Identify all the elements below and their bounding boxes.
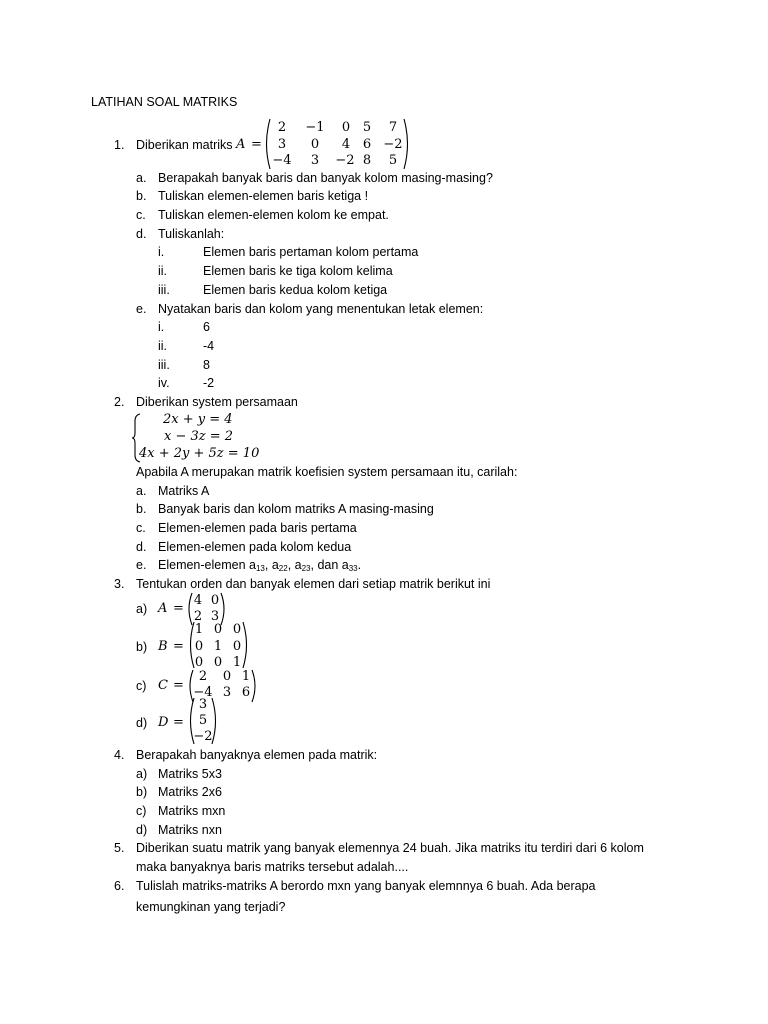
matrix-cell: 0 bbox=[341, 120, 351, 135]
sub-text: Tuliskan elemen-elemen kolom ke empat. bbox=[158, 208, 389, 222]
item-label: c) bbox=[136, 679, 147, 693]
question-number-5: 5. bbox=[114, 841, 125, 855]
equals-sign: = bbox=[251, 137, 262, 152]
matrix-name-a: A bbox=[236, 137, 246, 152]
matrix-cell: 5 bbox=[388, 153, 398, 168]
item-label: a) bbox=[136, 602, 148, 616]
matrix-cell: 3 bbox=[210, 609, 220, 624]
question-4-text: Berapakah banyaknya elemen pada matrik: bbox=[136, 748, 378, 762]
question-5-line-2: maka banyaknya baris matriks tersebut adalah.... bbox=[136, 860, 409, 874]
sub-text-part: , dan a bbox=[310, 558, 349, 572]
matrix-cell: 4 bbox=[193, 593, 203, 608]
sub-text bbox=[158, 558, 361, 573]
sub-text: Matriks mxn bbox=[158, 804, 226, 818]
sub-label: e. bbox=[136, 302, 147, 316]
matrix-cell: −4 bbox=[193, 685, 213, 700]
question-3-text: Tentukan orden dan banyak elemen dari setiap matrik berikut ini bbox=[136, 577, 491, 591]
subscript: 13 bbox=[255, 564, 265, 573]
sub-label: d. bbox=[136, 227, 147, 241]
roman-label: ii. bbox=[158, 339, 168, 353]
question-number-1: 1. bbox=[114, 138, 125, 152]
matrix-cell: 1 bbox=[241, 669, 251, 684]
sub-text: Elemen-elemen pada baris pertama bbox=[158, 521, 357, 535]
sub-text: Berapakah banyak baris dan banyak kolom masing-masing? bbox=[158, 171, 493, 185]
sub-text-part: , a bbox=[264, 558, 279, 572]
question-6-line-1: Tulislah matriks-matriks A berordo mxn yang banyak elemnnya 6 buah. Ada berapa bbox=[136, 879, 596, 893]
equation-1: 2x + y = 4 bbox=[163, 412, 233, 427]
sub-text-part: , a bbox=[287, 558, 302, 572]
sub-label: c. bbox=[136, 208, 146, 222]
sub-label: c. bbox=[136, 521, 146, 535]
question-number-6: 6. bbox=[114, 879, 125, 893]
matrix-cell: 8 bbox=[362, 153, 372, 168]
equals-sign: = bbox=[173, 678, 184, 693]
equals-sign: = bbox=[173, 601, 184, 616]
sub-text: Tuliskan elemen-elemen baris ketiga ! bbox=[158, 189, 369, 203]
roman-label: i. bbox=[158, 245, 165, 259]
sub-text: Matriks 2x6 bbox=[158, 785, 222, 799]
sub-text: Tuliskanlah: bbox=[158, 227, 225, 241]
matrix-cell: −2 bbox=[335, 153, 355, 168]
equals-sign: = bbox=[173, 715, 184, 730]
roman-text: 8 bbox=[203, 358, 210, 372]
item-label: d) bbox=[136, 716, 148, 730]
sub-label: a) bbox=[136, 767, 148, 781]
subscript: 33 bbox=[348, 564, 358, 573]
roman-label: iv. bbox=[158, 376, 170, 390]
equation-2: x − 3z = 2 bbox=[164, 429, 234, 444]
sub-label: a. bbox=[136, 171, 147, 185]
matrix-cell: 5 bbox=[362, 120, 372, 135]
matrix-cell: 6 bbox=[241, 685, 251, 700]
matrix-cell: −1 bbox=[305, 120, 325, 135]
question-2-text: Diberikan system persamaan bbox=[136, 395, 298, 409]
question-number-4: 4. bbox=[114, 748, 125, 762]
page-title: LATIHAN SOAL MATRIKS bbox=[91, 95, 238, 109]
roman-label: i. bbox=[158, 320, 165, 334]
sub-text: Elemen-elemen pada kolom kedua bbox=[158, 540, 352, 554]
sub-text: Banyak baris dan kolom matriks A masing-masing bbox=[158, 502, 434, 516]
sub-text: Nyatakan baris dan kolom yang menentukan letak elemen: bbox=[158, 302, 484, 316]
question-2-intro: Apabila A merupakan matrik koefisien system persamaan itu, carilah: bbox=[136, 465, 518, 479]
matrix-cell: 7 bbox=[388, 120, 398, 135]
sub-label: a. bbox=[136, 484, 147, 498]
matrix-cell: 2 bbox=[193, 609, 203, 624]
roman-text: -2 bbox=[203, 376, 215, 390]
matrix-name: C bbox=[158, 678, 168, 693]
matrix-cell: 1 bbox=[232, 655, 242, 670]
matrix-cell: 3 bbox=[222, 685, 232, 700]
matrix-cell: 0 bbox=[194, 655, 204, 670]
matrix-cell: 0 bbox=[213, 622, 223, 637]
sub-label: e. bbox=[136, 558, 147, 572]
matrix-cell: 2 bbox=[277, 120, 287, 135]
roman-text: Elemen baris pertaman kolom pertama bbox=[203, 245, 419, 259]
equation-3: 4x + 2y + 5z = 10 bbox=[139, 446, 260, 461]
question-6-line-2: kemungkinan yang terjadi? bbox=[136, 900, 286, 914]
matrix-cell: −2 bbox=[193, 729, 213, 744]
matrix-cell: 3 bbox=[198, 697, 208, 712]
matrix-cell: 0 bbox=[232, 622, 242, 637]
sub-text-prefix: Elemen-elemen a bbox=[158, 558, 256, 572]
matrix-cell: 5 bbox=[198, 713, 208, 728]
matrix-cell: 0 bbox=[213, 655, 223, 670]
matrix-cell: 1 bbox=[194, 622, 204, 637]
matrix-name: B bbox=[158, 639, 168, 654]
sub-text: Matriks A bbox=[158, 484, 210, 498]
matrix-cell: 0 bbox=[310, 137, 320, 152]
roman-label: ii. bbox=[158, 264, 168, 278]
sub-text: Matriks nxn bbox=[158, 823, 222, 837]
subscript: 23 bbox=[301, 564, 311, 573]
roman-text: Elemen baris ke tiga kolom kelima bbox=[203, 264, 393, 278]
matrix-name: D bbox=[158, 715, 169, 730]
equals-sign: = bbox=[173, 639, 184, 654]
matrix-cell: 3 bbox=[277, 137, 287, 152]
matrix-cell: 0 bbox=[222, 669, 232, 684]
matrix-cell: 2 bbox=[198, 669, 208, 684]
sub-label: b. bbox=[136, 502, 147, 516]
sub-label: c) bbox=[136, 804, 147, 818]
matrix-cell: 6 bbox=[362, 137, 372, 152]
matrix-cell: 1 bbox=[213, 639, 223, 654]
question-5-line-1: Diberikan suatu matrik yang banyak elemennya 24 buah. Jika matriks itu terdiri dari 6 kolom bbox=[136, 841, 644, 855]
sub-text: Matriks 5x3 bbox=[158, 767, 222, 781]
sub-label: d. bbox=[136, 540, 147, 554]
subscript: 22 bbox=[278, 564, 288, 573]
question-1-text: Diberikan matriks bbox=[136, 138, 233, 152]
roman-text: Elemen baris kedua kolom ketiga bbox=[203, 283, 388, 297]
roman-label: iii. bbox=[158, 283, 170, 297]
sub-label: d) bbox=[136, 823, 148, 837]
matrix-cell: −2 bbox=[383, 137, 403, 152]
matrix-cell: −4 bbox=[272, 153, 292, 168]
sub-text-part: . bbox=[357, 558, 362, 572]
item-label: b) bbox=[136, 640, 148, 654]
sub-label: b) bbox=[136, 785, 148, 799]
matrix-cell: 0 bbox=[232, 639, 242, 654]
question-number-3: 3. bbox=[114, 577, 125, 591]
matrix-cell: 0 bbox=[210, 593, 220, 608]
matrix-cell: 0 bbox=[194, 639, 204, 654]
sub-label: b. bbox=[136, 189, 147, 203]
roman-text: -4 bbox=[203, 339, 215, 353]
matrix-name: A bbox=[158, 601, 168, 616]
roman-label: iii. bbox=[158, 358, 170, 372]
matrix-cell: 3 bbox=[310, 153, 320, 168]
matrix-cell: 4 bbox=[341, 137, 351, 152]
question-number-2: 2. bbox=[114, 395, 125, 409]
roman-text: 6 bbox=[203, 320, 210, 334]
